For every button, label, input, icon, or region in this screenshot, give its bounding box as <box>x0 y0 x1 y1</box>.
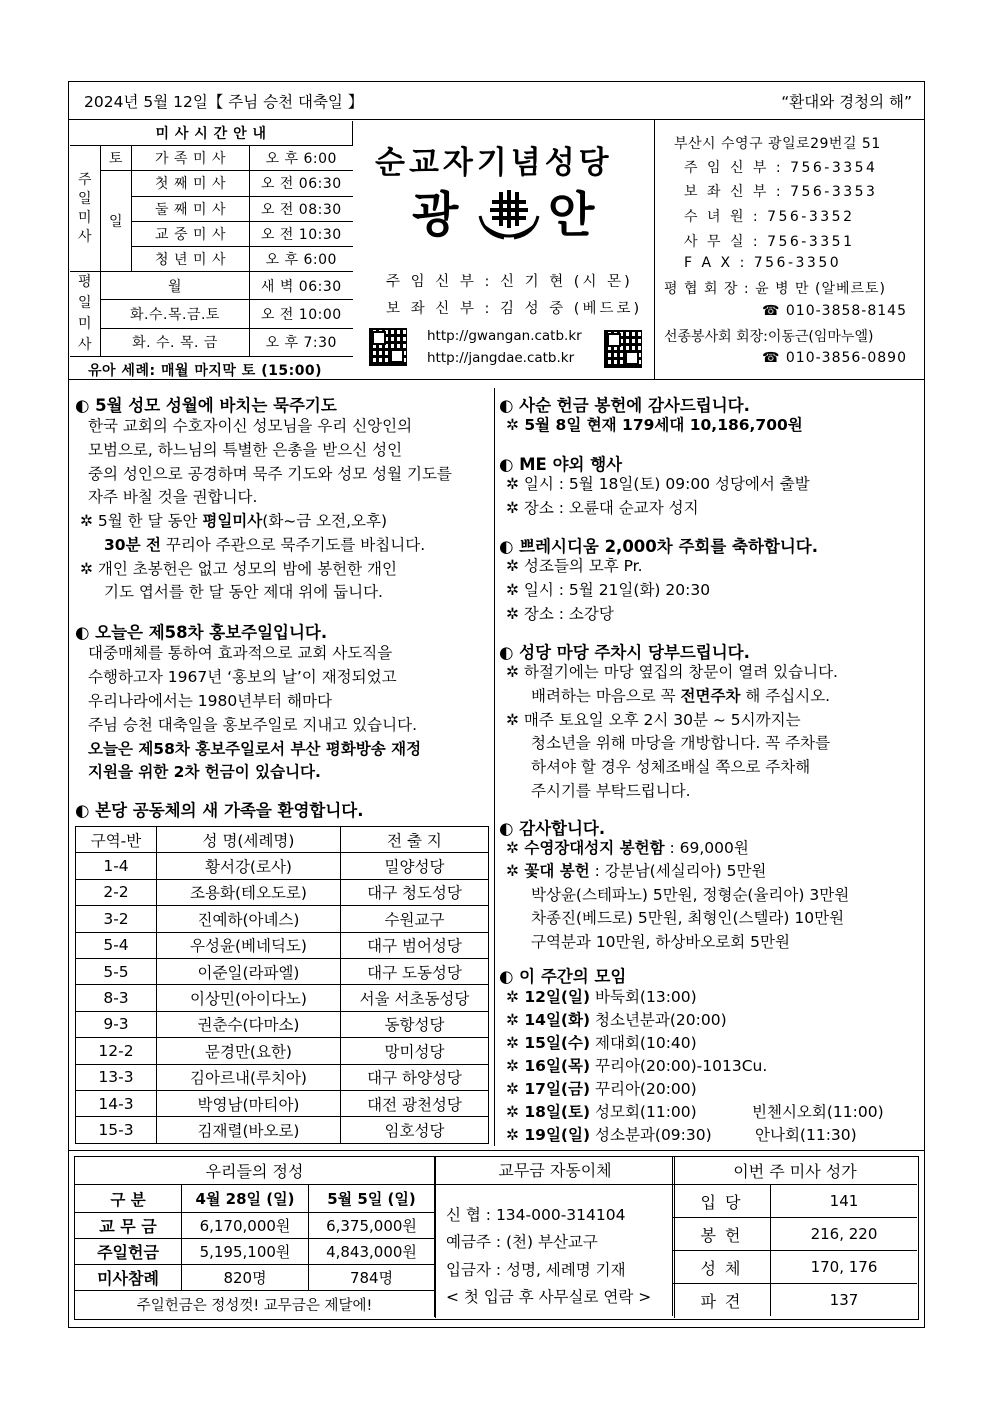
mass-time: 오 전 06:30 <box>250 171 353 196</box>
previous-parish-cell: 밀양성당 <box>341 853 489 879</box>
parish-subtitle: 순교자기념성당 <box>375 145 613 181</box>
table-row <box>76 985 489 1011</box>
column-divider <box>494 388 495 1146</box>
column-header: 구역-반 <box>76 827 157 853</box>
section-title-lent-offering: ◐ 사순 헌금 봉헌에 감사드립니다. <box>499 396 750 415</box>
hymn-number: 170, 176 <box>771 1251 918 1284</box>
district-cell: 3-2 <box>76 906 157 932</box>
meeting-item: ✲ 19일(일) 성소분과(09:30) <box>506 1126 712 1144</box>
table-row <box>76 958 489 984</box>
hymn-table <box>672 1157 917 1316</box>
table-row <box>673 1218 918 1251</box>
website-link-2[interactable]: http://jangdae.catb.kr <box>427 350 575 366</box>
mass-name: 월 <box>101 272 250 300</box>
qr-code-icon[interactable] <box>604 330 642 368</box>
member-name-cell: 김아르내(루치아) <box>157 1064 341 1090</box>
website-link-1[interactable]: http://gwangan.catb.kr <box>427 328 582 344</box>
mass-name: 청 년 미 사 <box>132 246 250 271</box>
district-cell: 5-5 <box>76 958 157 984</box>
parish-name-second: 안 <box>548 187 595 243</box>
column-label: 구 분 <box>75 1185 182 1213</box>
section-title-rosary: ◐ 5월 성모 성월에 바치는 묵주기도 <box>75 396 337 415</box>
auto-transfer-panel <box>435 1157 675 1318</box>
section-title-communications: ◐ 오늘은 제58차 홍보주일입니다. <box>75 623 328 642</box>
hymn-number: 137 <box>771 1284 918 1317</box>
second-collection-note-cont: 지원을 위한 2차 헌금이 있습니다. <box>88 763 321 781</box>
meeting-item-extra: 빈첸시오회(11:00) <box>752 1103 884 1121</box>
infant-baptism-note: 유아 세례: 매월 마지막 토 (15:00) <box>70 357 353 384</box>
sunday-label: 일 <box>101 171 132 272</box>
bulletin-date: 2024년 5월 12일【 주님 승천 대축일 】 <box>84 93 364 111</box>
paragraph-line: 배려하는 마음으로 꼭 전면주차 해 주십시오. <box>531 687 831 705</box>
hymn-label: 입 당 <box>673 1185 771 1218</box>
funeral-group-president: 선종봉사회 회장:이동근(임마누엘) <box>664 329 874 345</box>
mass-schedule-table <box>70 121 353 383</box>
paragraph-line: 주시기를 부탁드립니다. <box>531 782 691 800</box>
paragraph-line: 중의 성인으로 공경하며 묵주 기도와 성모 성월 기도를 <box>88 465 452 483</box>
paragraph-line: ✲ 장소 : 소강당 <box>506 605 614 623</box>
paragraph-line: 하셔야 할 경우 성체조배실 쪽으로 주차해 <box>531 758 811 776</box>
mass-name: 첫 째 미 사 <box>132 171 250 196</box>
section-title-me-outing: ◐ ME 야외 행사 <box>499 455 623 474</box>
saturday-label: 토 <box>101 146 132 171</box>
district-cell: 14-3 <box>76 1090 157 1116</box>
hymn-label: 봉 헌 <box>673 1218 771 1251</box>
table-row <box>76 879 489 905</box>
transfer-line: < 첫 입금 후 사무실로 연락 > <box>446 1288 652 1306</box>
new-members-table <box>75 826 489 1144</box>
table-row <box>76 853 489 879</box>
previous-parish-cell: 대구 하양성당 <box>341 1064 489 1090</box>
paragraph-line: 자주 바칠 것을 권합니다. <box>88 488 258 506</box>
table-row <box>673 1185 918 1218</box>
mass-time: 오 후 6:00 <box>250 246 353 271</box>
hymn-number: 216, 220 <box>771 1218 918 1251</box>
rosary-note-2: ✲ 개인 초봉헌은 없고 성모의 밤에 봉헌한 개인 <box>80 560 397 578</box>
parish-name-first: 광 <box>412 187 459 243</box>
mass-time: 오 후 7:30 <box>250 328 353 356</box>
table-row <box>75 1239 435 1265</box>
member-name-cell: 김재렬(바오로) <box>157 1117 341 1143</box>
offering-footer: 주일헌금은 정성껏! 교무금은 제달에! <box>75 1291 435 1318</box>
member-name-cell: 문경만(요한) <box>157 1038 341 1064</box>
paragraph-line: ✲ 일시 : 5월 21일(화) 20:30 <box>506 581 711 599</box>
member-name-cell: 이상민(아이다노) <box>157 985 341 1011</box>
paragraph-line: 한국 교회의 수호자이신 성모님을 우리 신앙인의 <box>88 417 413 435</box>
paragraph-line: 차종진(베드로) 5만원, 최형인(스텔라) 10만원 <box>531 909 845 927</box>
contact-line: 보 좌 신 부 : 756-3353 <box>684 184 878 200</box>
table-row <box>75 1265 435 1291</box>
bottom-info-box <box>74 1156 919 1320</box>
table-row <box>76 906 489 932</box>
section-title-weekly-meetings: ◐ 이 주간의 모임 <box>499 967 627 986</box>
column-header: 4월 28일 (일) <box>182 1185 309 1213</box>
paragraph-line: ✲ 성조들의 모후 Pr. <box>506 557 643 575</box>
paragraph-line: 대중매체를 통하여 효과적으로 교회 사도직을 <box>88 644 393 662</box>
council-president: 평 협 회 장 : 윤 병 만 (알베르토) <box>664 281 887 297</box>
paragraph-line: ✲ 매주 토요일 오후 2시 30분 ~ 5시까지는 <box>506 711 801 729</box>
mass-time: 오 후 6:00 <box>250 146 353 171</box>
mass-name: 둘 째 미 사 <box>132 196 250 221</box>
value-cell: 820명 <box>182 1265 309 1291</box>
contact-line: 수 녀 원 : 756-3352 <box>684 209 855 225</box>
paragraph-line: 주님 승천 대축일을 홍보주일로 지내고 있습니다. <box>88 716 418 734</box>
row-label: 미사참례 <box>75 1265 182 1291</box>
paragraph-line: 구역분과 10만원, 하상바오로회 5만원 <box>531 933 790 951</box>
section-title-thanks: ◐ 감사합니다. <box>499 819 606 838</box>
value-cell: 784명 <box>309 1265 435 1291</box>
member-name-cell: 황서강(로사) <box>157 853 341 879</box>
column-header: 성 명(세례명) <box>157 827 341 853</box>
hymn-label: 성 체 <box>673 1251 771 1284</box>
previous-parish-cell: 서울 서초동성당 <box>341 985 489 1011</box>
row-label: 교 무 금 <box>75 1213 182 1239</box>
parish-emblem-icon <box>474 186 544 242</box>
table-row <box>76 932 489 958</box>
member-name-cell: 조용화(테오도로) <box>157 879 341 905</box>
mass-time: 오 전 10:30 <box>250 221 353 246</box>
mass-name: 가 족 미 사 <box>132 146 250 171</box>
mass-name: 화. 수. 목. 금 <box>101 328 250 356</box>
mass-schedule-title: 미 사 시 간 안 내 <box>70 121 353 146</box>
section-title-parking: ◐ 성당 마당 주차시 당부드립니다. <box>499 643 750 662</box>
mass-name: 교 중 미 사 <box>132 221 250 246</box>
paragraph-line: ✲ 꽃대 봉헌 : 강분남(세실리아) 5만원 <box>506 862 767 880</box>
table-row <box>673 1251 918 1284</box>
paragraph-line: 박상윤(스테파노) 5만원, 정형순(율리아) 3만원 <box>531 886 850 904</box>
meeting-item: ✲ 16일(목) 꾸리아(20:00)-1013Cu. <box>506 1057 768 1075</box>
previous-parish-cell: 동항성당 <box>341 1011 489 1037</box>
year-motto: “환대와 경청의 해” <box>781 93 912 111</box>
parish-address: 부산시 수영구 광일로29번길 51 <box>674 136 881 152</box>
value-cell: 6,375,000원 <box>309 1213 435 1239</box>
previous-parish-cell: 대전 광천성당 <box>341 1090 489 1116</box>
rosary-note-2-cont: 기도 엽서를 한 달 동안 제대 위에 둡니다. <box>104 583 383 601</box>
meeting-item: ✲ 17일(금) 꾸리아(20:00) <box>506 1080 697 1098</box>
previous-parish-cell: 수원교구 <box>341 906 489 932</box>
meeting-item: ✲ 12일(일) 바둑회(13:00) <box>506 988 697 1006</box>
row-label: 주일헌금 <box>75 1239 182 1265</box>
previous-parish-cell: 대구 범어성당 <box>341 932 489 958</box>
transfer-line: 신 협 : 134-000-314104 <box>446 1206 626 1224</box>
value-cell: 6,170,000원 <box>182 1213 309 1239</box>
second-collection-note: 오늘은 제58차 홍보주일로서 부산 평화방송 재정 <box>88 740 422 758</box>
paragraph-line: ✲ 장소 : 오륜대 순교자 성지 <box>506 499 699 517</box>
table-row <box>673 1284 918 1317</box>
hymn-number: 141 <box>771 1185 918 1218</box>
assistant-priest-name: 보 좌 신 부 : 김 성 중 (베드로) <box>386 301 643 317</box>
paragraph-line: 청소년을 위해 마당을 개방합니다. 꼭 주차를 <box>531 734 831 752</box>
previous-parish-cell: 대구 도동성당 <box>341 958 489 984</box>
value-cell: 4,843,000원 <box>309 1239 435 1265</box>
mass-time: 오 전 10:00 <box>250 300 353 328</box>
district-cell: 9-3 <box>76 1011 157 1037</box>
lent-offering-total: ✲ 5월 8일 현재 179세대 10,186,700원 <box>506 416 803 434</box>
mass-time: 오 전 08:30 <box>250 196 353 221</box>
sunday-mass-label: 주 일 미 사 <box>70 146 101 272</box>
district-cell: 1-4 <box>76 853 157 879</box>
auto-transfer-title: 교무금 자동이체 <box>436 1157 674 1185</box>
paragraph-line: 모범으로, 하느님의 특별한 은총을 받으신 성인 <box>88 441 403 459</box>
district-cell: 13-3 <box>76 1064 157 1090</box>
table-row <box>76 1011 489 1037</box>
district-cell: 15-3 <box>76 1117 157 1143</box>
paragraph-line: ✲ 하절기에는 마당 옆집의 창문이 열려 있습니다. <box>506 663 838 681</box>
table-row <box>76 1117 489 1143</box>
council-phone: ☎ 010-3858-8145 <box>762 303 907 319</box>
mass-name: 화.수.목.금.토 <box>101 300 250 328</box>
meeting-item-extra: 안나회(11:30) <box>755 1126 857 1144</box>
column-header: 5월 5일 (일) <box>309 1185 435 1213</box>
section-title-new-members: ◐ 본당 공동체의 새 가족을 환영합니다. <box>75 801 364 820</box>
pastor-name: 주 임 신 부 : 신 기 현 (시 몬) <box>386 274 633 290</box>
paragraph-line: 수행하고자 1967년 ‘홍보의 날’이 재정되었고 <box>88 668 397 686</box>
district-cell: 2-2 <box>76 879 157 905</box>
funeral-group-phone: ☎ 010-3856-0890 <box>762 350 907 366</box>
contact-line: 사 무 실 : 756-3351 <box>684 234 855 250</box>
meeting-item: ✲ 14일(화) 청소년분과(20:00) <box>506 1011 727 1029</box>
table-row <box>75 1213 435 1239</box>
value-cell: 5,195,100원 <box>182 1239 309 1265</box>
district-cell: 12-2 <box>76 1038 157 1064</box>
rosary-note-1: ✲ 5월 한 달 동안 평일미사(화~금 오전,오후) <box>80 512 388 530</box>
paragraph-line: 우리나라에서는 1980년부터 해마다 <box>88 692 332 710</box>
meeting-item: ✲ 15일(수) 제대회(10:40) <box>506 1034 697 1052</box>
table-row <box>76 1064 489 1090</box>
transfer-line: 입금자 : 성명, 세례명 기재 <box>446 1261 626 1279</box>
table-row <box>76 1038 489 1064</box>
weekday-mass-label: 평 일 미 사 <box>70 272 101 357</box>
bottom-divider <box>68 1150 925 1151</box>
column-header: 전 출 지 <box>341 827 489 853</box>
member-name-cell: 이준일(라파엘) <box>157 958 341 984</box>
contact-line: 주 임 신 부 : 756-3354 <box>684 160 878 176</box>
previous-parish-cell: 대구 청도성당 <box>341 879 489 905</box>
meeting-item: ✲ 18일(토) 성모회(11:00) <box>506 1103 697 1121</box>
transfer-line: 예금주 : (천) 부산교구 <box>446 1233 598 1251</box>
hymn-title: 이번 주 미사 성가 <box>673 1157 918 1185</box>
section-title-praesidium: ◐ 쁘레시디움 2,000차 주회를 축하합니다. <box>499 537 818 556</box>
qr-code-icon[interactable] <box>369 328 407 366</box>
offering-table <box>75 1157 435 1317</box>
previous-parish-cell: 임호성당 <box>341 1117 489 1143</box>
paragraph-line: ✲ 일시 : 5월 18일(토) 09:00 성당에서 출발 <box>506 475 810 493</box>
member-name-cell: 진예하(아녜스) <box>157 906 341 932</box>
offering-title: 우리들의 정성 <box>75 1157 435 1185</box>
district-cell: 8-3 <box>76 985 157 1011</box>
member-name-cell: 우성윤(베네딕도) <box>157 932 341 958</box>
member-name-cell: 권춘수(다마소) <box>157 1011 341 1037</box>
district-cell: 5-4 <box>76 932 157 958</box>
rosary-note-1-cont: 30분 전 꾸리아 주관으로 묵주기도를 바칩니다. <box>104 536 426 554</box>
mass-time: 새 벽 06:30 <box>250 272 353 300</box>
contacts-divider <box>654 119 655 379</box>
previous-parish-cell: 망미성당 <box>341 1038 489 1064</box>
paragraph-line: ✲ 수영장대성지 봉헌함 : 69,000원 <box>506 839 749 857</box>
contact-line: F A X : 756-3350 <box>684 255 842 271</box>
hymn-label: 파 견 <box>673 1284 771 1317</box>
table-row <box>76 1090 489 1116</box>
member-name-cell: 박영남(마티아) <box>157 1090 341 1116</box>
header-divider <box>68 119 925 120</box>
